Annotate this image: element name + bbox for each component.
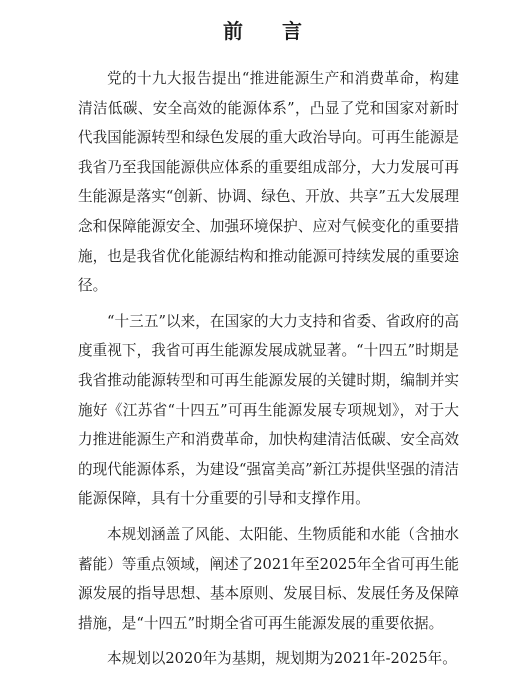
paragraph: 本规划以2020年为基期，规划期为2021年-2025年。 [107, 650, 457, 668]
page-title: 前 言 [223, 19, 318, 43]
paragraph: 本规划涵盖了风能、太阳能、生物质能和水能（含抽水蓄能）等重点领域，阐述了2021年至2025年全省可再生能源发展的指导思想、基本原则、发展目标、发展任务及保障措施，是“十四五”时期全省可再生能源发展的重要依据。 [78, 525, 459, 632]
paragraph: “十三五”以来，在国家的大力支持和省委、省政府的高度重视下，我省可再生能源发展成就显著。“十四五”时期是我省推动能源转型和可再生能源发展的关键时期，编制并实施好《江苏省“十四五”可再生能源发展专项规划》，对于大力推进能源生产和消费革命，加快构建清洁低碳、安全高效的现代能源体系，为建设“强富美高”新江苏提供坚强的清洁能源保障，具有十分重要的引导和支撑作用。 [78, 312, 459, 508]
paragraph: 党的十九大报告提出“推进能源生产和消费革命，构建清洁低碳、安全高效的能源体系”，凸显了党和国家对新时代我国能源转型和绿色发展的重大政治导向。可再生能源是我省乃至我国能源供应体系的重要组成部分，大力发展可再生能源是落实“创新、协调、绿色、开放、共享”五大发展理念和保障能源安全、加强环境保护、应对气候变化的重要措施，也是我省优化能源结构和推动能源可持续发展的重要途径。 [78, 70, 459, 295]
document-body [78, 64, 459, 674]
